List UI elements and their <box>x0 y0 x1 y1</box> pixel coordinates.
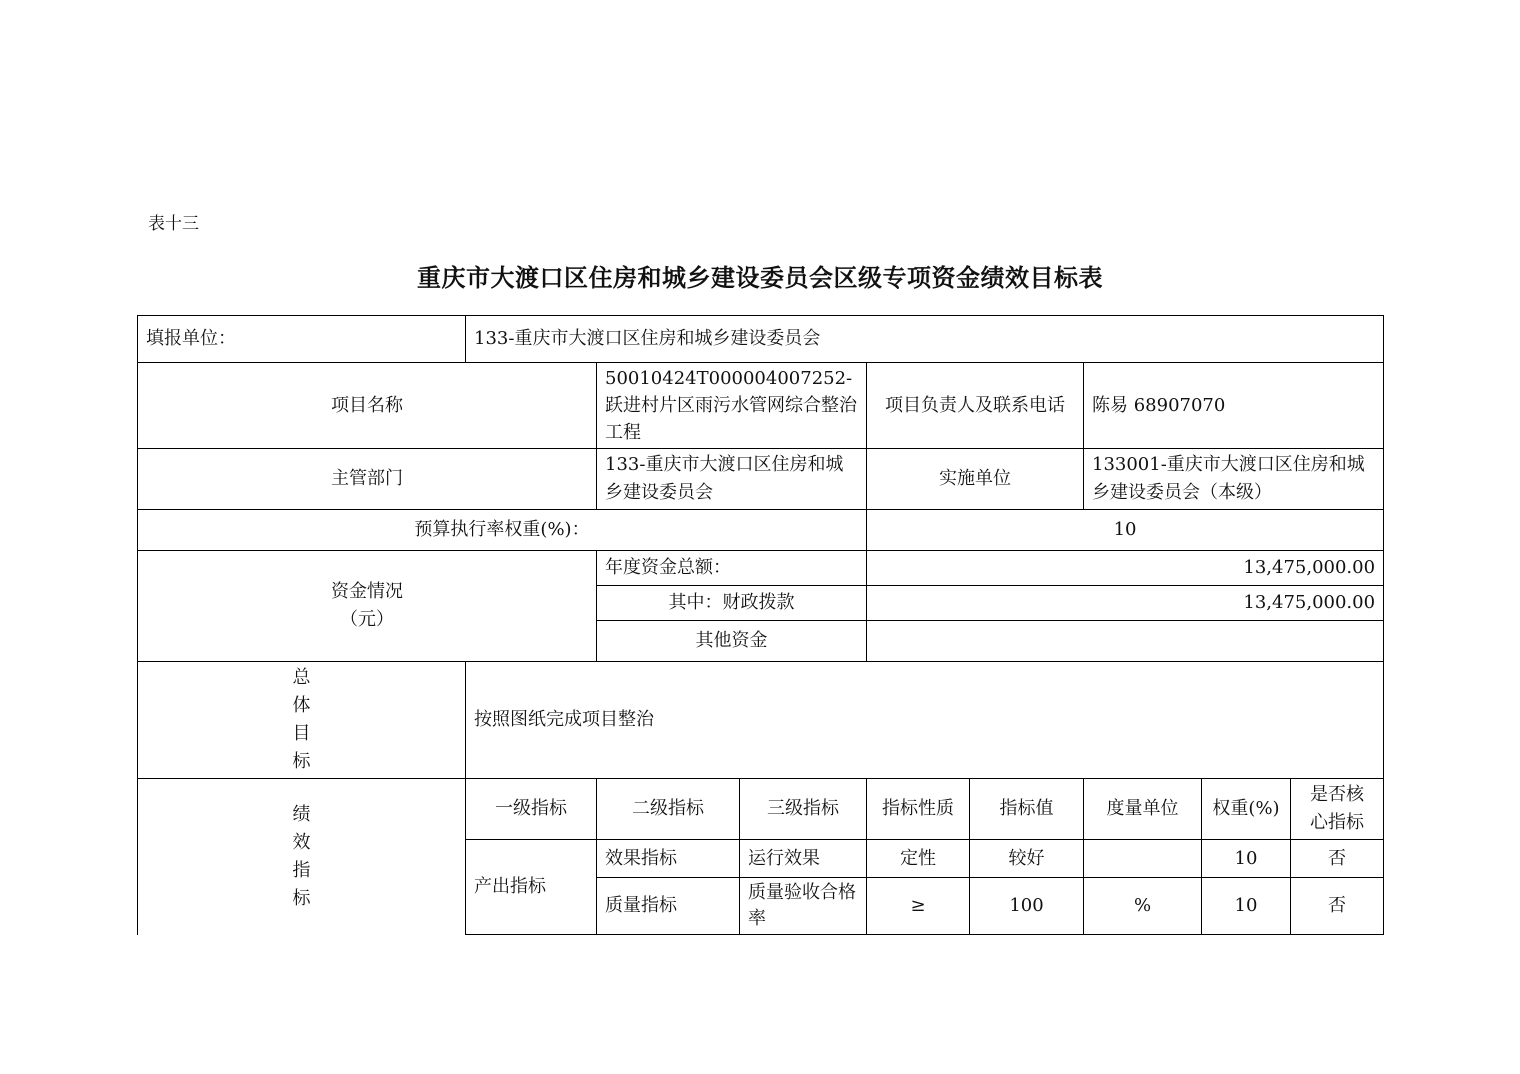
header-level2: 二级指标 <box>597 779 740 840</box>
budget-weight-label: 预算执行率权重(%)： <box>138 510 867 551</box>
header-unit: 度量单位 <box>1084 779 1202 840</box>
report-unit-value: 133-重庆市大渡口区住房和城乡建设委员会 <box>466 316 1384 363</box>
budget-weight-row <box>138 510 1384 551</box>
indicator-level1-output: 产出指标 <box>466 840 597 935</box>
indicator-core: 否 <box>1291 878 1384 935</box>
indicator-weight: 10 <box>1202 878 1291 935</box>
department-value: 133-重庆市大渡口区住房和城乡建设委员会 <box>597 449 867 510</box>
overall-goal-row <box>138 662 1384 779</box>
indicator-level2: 效果指标 <box>597 840 740 878</box>
indicator-core: 否 <box>1291 840 1384 878</box>
project-contact-label: 项目负责人及联系电话 <box>867 363 1084 449</box>
indicator-weight: 10 <box>1202 840 1291 878</box>
project-name-value: 50010424T000004007252-跃进村片区雨污水管网综合整治工程 <box>597 363 867 449</box>
overall-goal-char: 目 <box>292 723 311 744</box>
indicators-char: 效 <box>292 831 311 853</box>
header-core <box>1291 779 1384 840</box>
funds-fiscal-value: 13,475,000.00 <box>867 586 1384 621</box>
report-unit-row <box>138 316 1384 363</box>
indicators-char: 绩 <box>292 803 311 825</box>
indicator-value: 较好 <box>970 840 1084 878</box>
indicator-nature: 定性 <box>867 840 970 878</box>
funds-total-label: 年度资金总额： <box>597 551 867 586</box>
overall-goal-label <box>138 662 466 779</box>
document-title: 重庆市大渡口区住房和城乡建设委员会区级专项资金绩效目标表 <box>417 263 1103 292</box>
indicator-unit <box>1084 840 1202 878</box>
header-level3: 三级指标 <box>740 779 867 840</box>
indicator-level3: 运行效果 <box>740 840 867 878</box>
funds-total-value: 13,475,000.00 <box>867 551 1384 586</box>
header-level1: 一级指标 <box>466 779 597 840</box>
indicator-level3: 质量验收合格率 <box>740 878 867 935</box>
project-name-row <box>138 363 1384 449</box>
overall-goal-char: 标 <box>292 751 311 772</box>
indicator-header-row <box>138 779 1384 840</box>
overall-goal-value: 按照图纸完成项目整治 <box>466 662 1384 779</box>
overall-goal-char: 体 <box>292 695 311 716</box>
indicator-level2: 质量指标 <box>597 878 740 935</box>
budget-weight-value: 10 <box>867 510 1384 551</box>
implementing-unit-label: 实施单位 <box>867 449 1084 510</box>
funds-fiscal-label: 其中：财政拨款 <box>597 586 867 621</box>
table-number-label: 表十三 <box>148 214 199 234</box>
department-row <box>138 449 1384 510</box>
indicators-char: 指 <box>292 859 311 881</box>
funds-label-line2: （元） <box>340 609 394 630</box>
report-unit-label: 填报单位： <box>138 316 466 363</box>
indicator-value: 100 <box>970 878 1084 935</box>
funds-label-line1: 资金情况 <box>331 581 403 602</box>
header-core-line2: 心指标 <box>1310 812 1365 833</box>
indicator-unit: % <box>1084 878 1202 935</box>
indicators-char: 标 <box>292 887 311 909</box>
indicator-nature: ≥ <box>867 878 970 935</box>
header-nature: 指标性质 <box>867 779 970 840</box>
funds-label <box>138 551 597 662</box>
implementing-unit-value: 133001-重庆市大渡口区住房和城乡建设委员会（本级） <box>1084 449 1384 510</box>
indicators-label <box>138 779 466 935</box>
overall-goal-char: 总 <box>292 667 311 688</box>
funds-total-row <box>138 551 1384 586</box>
funds-other-value <box>867 621 1384 662</box>
project-name-label: 项目名称 <box>138 363 597 449</box>
project-contact-value: 陈易 68907070 <box>1084 363 1384 449</box>
header-weight: 权重(%) <box>1202 779 1291 840</box>
header-value: 指标值 <box>970 779 1084 840</box>
header-core-line1: 是否核 <box>1310 784 1365 805</box>
funds-other-label: 其他资金 <box>597 621 867 662</box>
department-label: 主管部门 <box>138 449 597 510</box>
performance-target-table <box>137 315 1384 935</box>
